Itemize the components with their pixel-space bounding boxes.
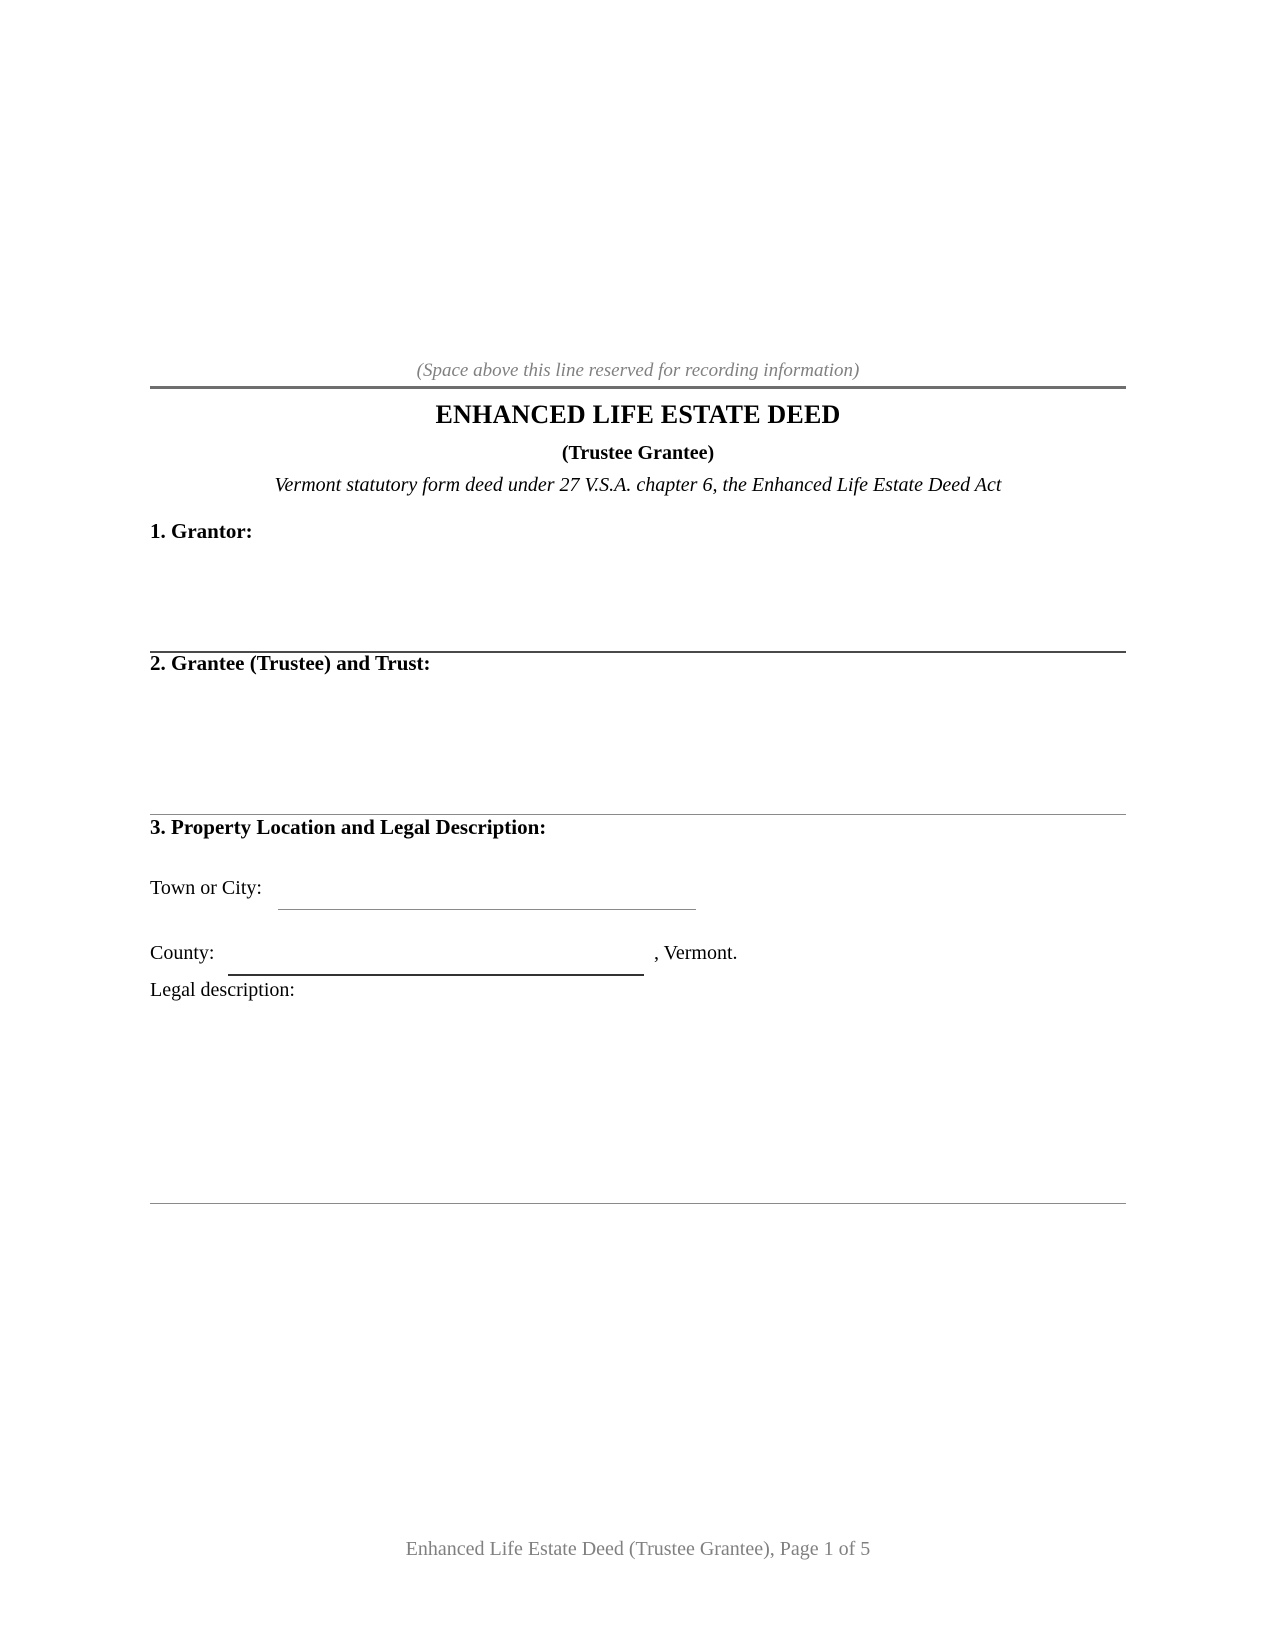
grantor-heading: 1. Grantor:	[150, 519, 253, 543]
county-suffix: , Vermont.	[654, 942, 738, 964]
county-field-line[interactable]	[228, 974, 644, 976]
town-label: Town or City:	[150, 877, 262, 899]
statute-line: Vermont statutory form deed under 27 V.S.A. chapter 6, the Enhanced Life Estate Deed Act	[274, 474, 1002, 496]
town-field-line[interactable]	[278, 909, 696, 910]
recording-divider	[150, 386, 1126, 389]
grantee-heading: 2. Grantee (Trustee) and Trust:	[150, 651, 431, 675]
document-subtitle: (Trustee Grantee)	[561, 442, 715, 464]
legal-description-label: Legal description:	[150, 979, 295, 1001]
legal-description-field-line[interactable]	[150, 1203, 1126, 1204]
document-title: ENHANCED LIFE ESTATE DEED	[435, 400, 841, 429]
county-label: County:	[150, 942, 215, 964]
property-heading: 3. Property Location and Legal Description:	[150, 815, 547, 839]
recording-space-note: (Space above this line reserved for recording information)	[416, 360, 860, 381]
page-footer: Enhanced Life Estate Deed (Trustee Grantee), Page 1 of 5	[405, 1538, 871, 1560]
